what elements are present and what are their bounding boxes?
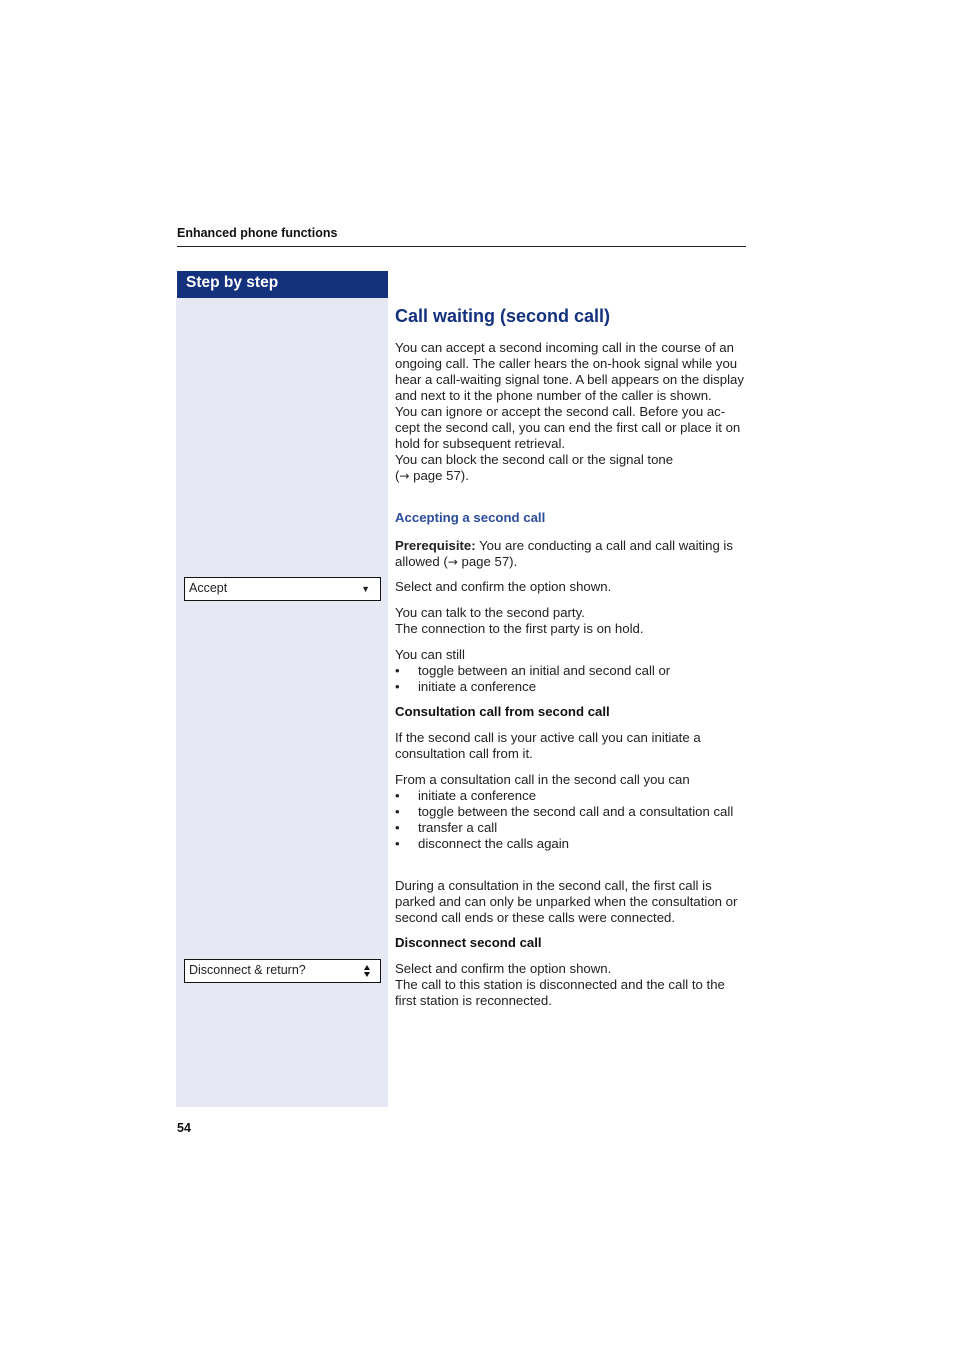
still-block [395, 647, 747, 695]
step-column [176, 298, 388, 1107]
consultation-title: Consultation call from second call [395, 704, 610, 719]
list-item: • transfer a call [395, 820, 747, 836]
disconnect-option-label: Disconnect & return? [189, 963, 306, 977]
accept-option-label: Accept [189, 581, 228, 595]
list-item: • initiate a conference [395, 788, 747, 804]
list-item: • disconnect the calls again [395, 836, 747, 852]
consultation-para-2: During a consultation in the second call, the first call is parked and can only be unparked when the consultation or second call ends or these calls were connected. [395, 878, 738, 925]
accept-select-text: Select and confirm the option shown. [395, 579, 612, 594]
arrow-right-icon: → [399, 469, 410, 483]
down-arrow-icon: ▼ [361, 584, 370, 594]
disconnect-line-2: The call to this station is disconnected and the call to the first station is reconnected. [395, 977, 725, 1008]
prerequisite [395, 538, 747, 570]
page-number: 54 [177, 1121, 191, 1135]
prereq-text: You are conducting a call and call waiting is allowed ( [395, 538, 733, 569]
accepting-title: Accepting a second call [395, 510, 546, 525]
consultation-list [395, 772, 747, 852]
intro-ref-text: page 57). [413, 468, 469, 483]
list-item: • initiate a conference [395, 679, 747, 695]
consultation-para-1: If the second call is your active call you can initiate a consultation call from it. [395, 730, 701, 761]
intro-text [395, 340, 747, 484]
talk-line-2: The connection to the first party is on hold. [395, 621, 644, 636]
intro-para-2: You can ignore or accept the second call. Before you ac-cept the second call, you can end the first call or place it on hold for subsequent retrieval. [395, 404, 741, 451]
arrow-right-icon: → [447, 555, 458, 569]
list-item: • toggle between an initial and second call or [395, 663, 747, 679]
section-header: Enhanced phone functions [177, 226, 338, 240]
disconnect-text [395, 961, 747, 1009]
intro-para-1: You can accept a second incoming call in the course of an ongoing call. The caller hears the on-hook signal while you hear a call-waiting signal tone. A bell appears on the display and next to it the phone number of the caller is shown. [395, 340, 744, 403]
still-intro: You can still [395, 647, 465, 662]
step-banner: Step by step [177, 271, 388, 298]
consultation-list-intro: From a consultation call in the second call you can [395, 772, 690, 787]
disconnect-title: Disconnect second call [395, 935, 542, 950]
disconnect-return-option[interactable] [184, 959, 381, 983]
talk-line-1: You can talk to the second party. [395, 605, 585, 620]
talk-text [395, 605, 747, 637]
intro-ref: (→ page 57). [395, 468, 469, 483]
page-title: Call waiting (second call) [395, 306, 611, 326]
disconnect-line-1: Select and confirm the option shown. [395, 961, 612, 976]
accept-option[interactable] [184, 577, 381, 601]
header-rule [177, 246, 746, 247]
intro-para-3: You can block the second call or the signal tone [395, 452, 674, 467]
prereq-label: Prerequisite: [395, 538, 476, 553]
up-down-arrow-icon [364, 963, 370, 979]
list-item: • toggle between the second call and a consultation call [395, 804, 747, 820]
prereq-ref: page 57). [461, 554, 518, 569]
